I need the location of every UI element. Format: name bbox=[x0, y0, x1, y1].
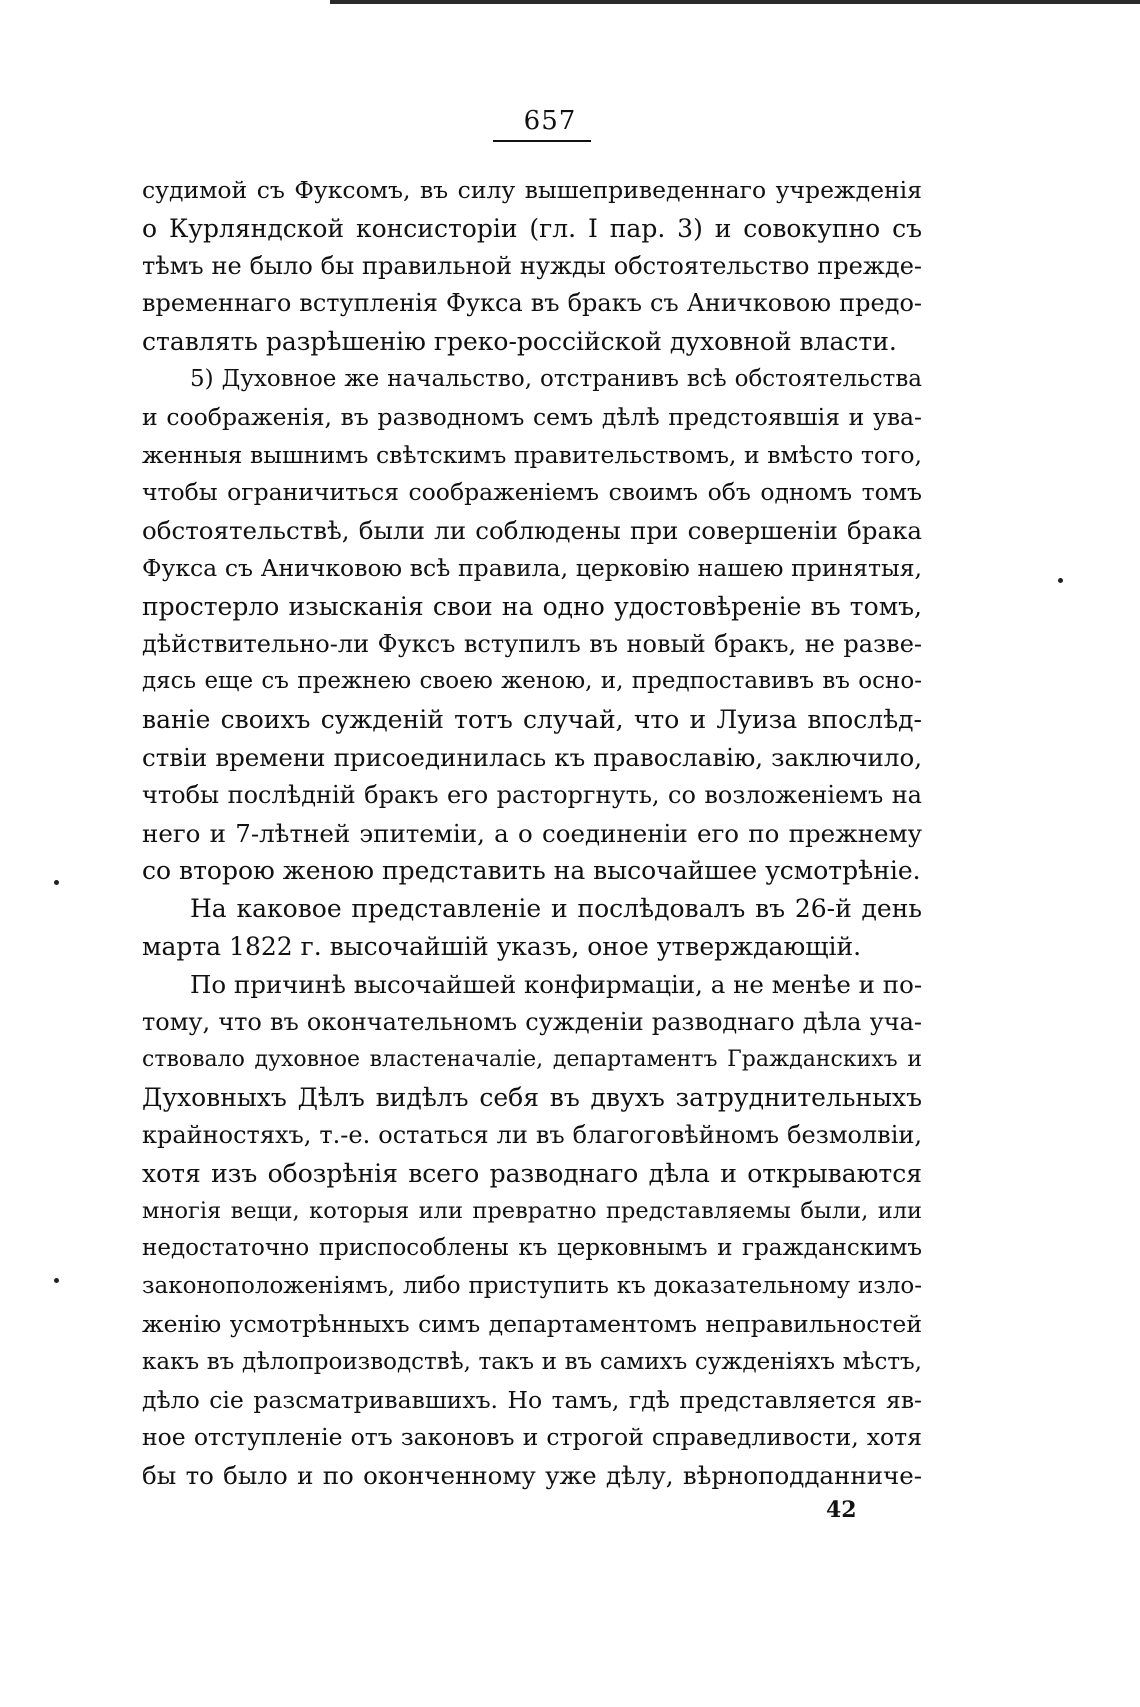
text-line: обстоятельствѣ, были ли соблюдены при совершеніи брака bbox=[142, 516, 922, 546]
text-line: законоположеніямъ, либо приступить къ доказательному изло- bbox=[142, 1273, 922, 1300]
text-line: многія вещи, которыя или превратно представляемы были, или bbox=[142, 1197, 922, 1224]
text-line: женныя вышнимъ свѣтскимъ правительствомъ, и вмѣсто того, bbox=[142, 440, 922, 469]
text-line: марта 1822 г. высочайшій указъ, оное утверждающій. bbox=[142, 931, 862, 961]
scan-speck bbox=[54, 1278, 59, 1283]
text-line: чтобы ограничиться соображеніемъ своимъ объ одномъ томъ bbox=[142, 478, 922, 507]
page-number-underline bbox=[493, 140, 591, 142]
scan-speck bbox=[54, 880, 59, 885]
text-line: него и 7-лѣтней эпитеміи, а о соединеніи его по прежнему bbox=[142, 818, 922, 848]
text-line: чтобы послѣдній бракъ его расторгнуть, со возложеніемъ на bbox=[142, 780, 922, 809]
text-line: 5) Духовное же начальство, отстранивъ всѣ обстоятельства bbox=[190, 365, 922, 392]
text-line: бы то было и по оконченному уже дѣлу, вѣрноподданниче- bbox=[142, 1461, 922, 1491]
text-line: ваніе своихъ сужденій тотъ случай, что и Луиза впослѣд- bbox=[142, 705, 922, 735]
body-text bbox=[142, 172, 922, 1495]
top-edge-rule bbox=[330, 0, 1140, 4]
page-number: 657 bbox=[523, 106, 577, 136]
text-line: ствіи времени присоединилась къ православію, заключило, bbox=[142, 742, 922, 772]
text-line: ное отступленіе отъ законовъ и строгой справедливости, хотя bbox=[142, 1423, 922, 1452]
printer-signature-mark: 42 bbox=[826, 1497, 857, 1523]
text-line: Фукса съ Аничковою всѣ правила, церковію нашею принятыя, bbox=[142, 553, 922, 582]
text-line: крайностяхъ, т.-е. остаться ли въ благоговѣйномъ безмолвіи, bbox=[142, 1120, 922, 1149]
text-line: хотя изъ обозрѣнія всего разводнаго дѣла и открываются bbox=[142, 1158, 922, 1188]
text-line: недостаточно приспособлены къ церковнымъ и гражданскимъ bbox=[142, 1235, 922, 1262]
text-line: судимой съ Фуксомъ, въ силу вышеприведеннаго учрежденія bbox=[142, 176, 922, 204]
text-line: женію усмотрѣнныхъ симъ департаментомъ неправильностей bbox=[142, 1309, 922, 1338]
text-line: тому, что въ окончательномъ сужденіи разводнаго дѣла уча- bbox=[142, 1007, 922, 1036]
text-line: дясь еще съ прежнею своею женою, и, предпоставивъ въ осно- bbox=[142, 668, 922, 695]
text-line: дѣло сіе разсматривавшихъ. Но тамъ, гдѣ представляется яв- bbox=[142, 1385, 922, 1414]
text-line: со второю женою представить на высочайшее усмотрѣніе. bbox=[142, 856, 921, 886]
text-line: ствовало духовное властеначаліе, департаментъ Гражданскихъ и bbox=[142, 1047, 922, 1073]
text-line: тѣмъ не было бы правильной нужды обстоятельство прежде- bbox=[142, 251, 922, 280]
text-line: ставлять разрѣшенію греко-россійской духовной власти. bbox=[142, 327, 897, 357]
text-line: Духовныхъ Дѣлъ видѣлъ себя въ двухъ затруднительныхъ bbox=[142, 1083, 922, 1113]
text-line: о Курляндской консисторіи (гл. I пар. 3) и совокупно съ bbox=[142, 213, 922, 243]
scan-speck bbox=[1058, 578, 1063, 583]
text-line: По причинѣ высочайшей конфирмаціи, а не менѣе и по- bbox=[190, 969, 923, 999]
text-line: какъ въ дѣлопроизводствѣ, такъ и въ самихъ сужденіяхъ мѣстъ, bbox=[142, 1348, 922, 1375]
text-line: простерло изысканія свои на одно удостовѣреніе въ томъ, bbox=[142, 591, 922, 621]
text-line: дѣйствительно-ли Фуксъ вступилъ въ новый бракъ, не разве- bbox=[142, 629, 922, 658]
text-line: временнаго вступленія Фукса въ бракъ съ Аничковою предо- bbox=[142, 289, 922, 318]
text-line: и соображенія, въ разводномъ семъ дѣлѣ предстоявшія и ува- bbox=[142, 402, 922, 431]
text-line: На каковое представленіе и послѣдовалъ въ 26-й день bbox=[190, 894, 922, 924]
